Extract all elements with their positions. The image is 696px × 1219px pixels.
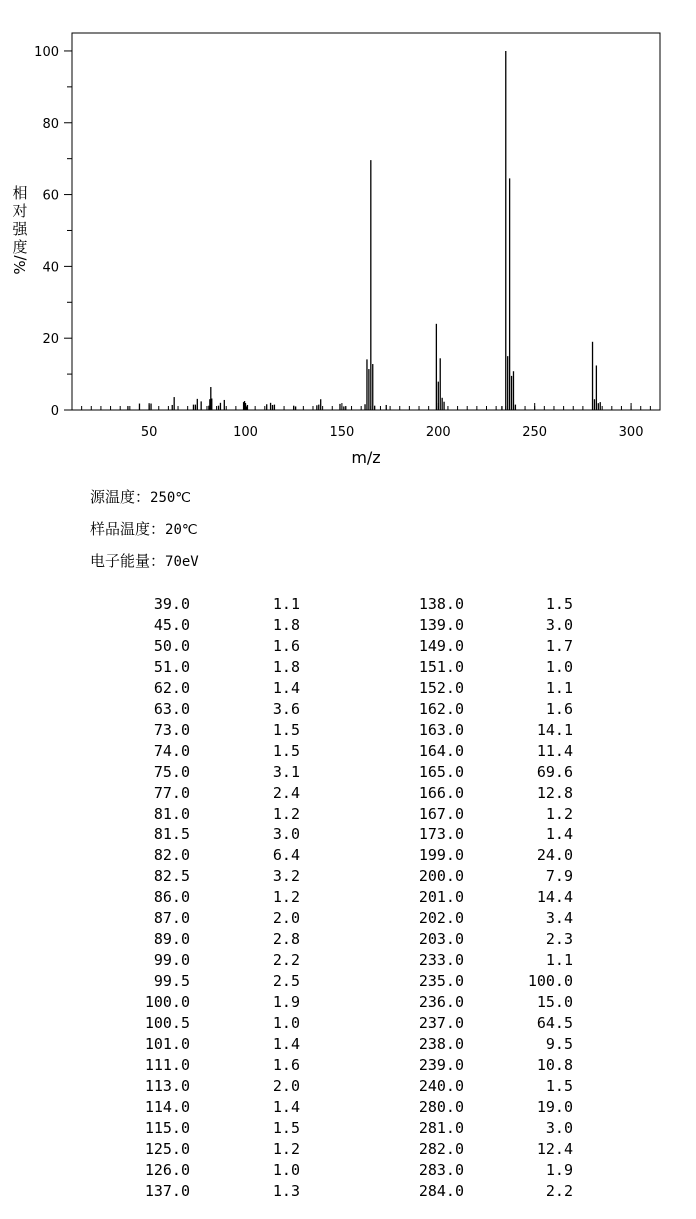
table-row	[0, 1139, 696, 1160]
x-tick-label: 300	[618, 425, 644, 440]
mz-cell: 63.0	[153, 699, 190, 718]
intensity-cell: 12.4	[536, 1139, 573, 1158]
table-row	[0, 1181, 696, 1202]
source-temperature	[90, 486, 191, 507]
intensity-cell: 2.2	[545, 1181, 573, 1200]
mz-cell: 138.0	[418, 595, 464, 613]
mz-cell: 50.0	[153, 636, 190, 655]
peak-bars	[128, 51, 600, 410]
mz-cell: 82.5	[153, 867, 190, 886]
intensity-cell: 2.3	[545, 930, 573, 949]
mz-cell: 113.0	[144, 1076, 190, 1095]
intensity-cell: 1.2	[545, 804, 573, 823]
intensity-cell: 11.4	[536, 741, 573, 760]
intensity-cell: 2.5	[272, 972, 300, 991]
table-row	[0, 594, 696, 615]
y-axis-title-char: 对	[12, 202, 28, 220]
mz-cell: 202.0	[418, 909, 464, 928]
mz-cell: 87.0	[153, 909, 190, 928]
condition-label: 电子能量：	[90, 552, 166, 570]
x-tick-label: 250	[522, 425, 548, 440]
y-axis-title	[11, 184, 29, 275]
intensity-cell: 1.5	[272, 741, 300, 760]
intensity-cell: 14.1	[536, 720, 573, 739]
intensity-cell: 14.4	[536, 888, 573, 907]
x-tick-label: 200	[425, 425, 451, 440]
mz-cell: 166.0	[418, 783, 464, 802]
intensity-cell: 1.4	[272, 1035, 300, 1054]
mz-cell: 126.0	[144, 1160, 190, 1179]
intensity-cell: 1.6	[545, 699, 573, 718]
intensity-cell: 1.5	[272, 1118, 300, 1137]
table-row	[0, 866, 696, 887]
condition-label: 源温度：	[90, 488, 151, 506]
intensity-cell: 7.9	[545, 867, 573, 886]
mz-cell: 162.0	[418, 699, 464, 718]
table-row	[0, 741, 696, 762]
table-row	[0, 615, 696, 636]
electron-energy	[90, 550, 199, 571]
mass-spectrum-chart	[0, 0, 696, 480]
mz-cell: 75.0	[153, 762, 190, 781]
mz-cell: 89.0	[153, 930, 190, 949]
intensity-cell: 12.8	[536, 783, 573, 802]
mz-cell: 240.0	[418, 1076, 464, 1095]
intensity-cell: 1.0	[545, 657, 573, 676]
y-tick-label: 20	[42, 332, 59, 348]
intensity-cell: 3.0	[545, 615, 573, 634]
x-tick-label: 150	[329, 425, 355, 440]
table-row	[0, 783, 696, 804]
mz-cell: 99.0	[153, 951, 190, 970]
mz-cell: 45.0	[153, 615, 190, 634]
mz-cell: 39.0	[153, 595, 190, 613]
intensity-cell: 1.5	[545, 1076, 573, 1095]
intensity-cell: 2.4	[272, 783, 300, 802]
mz-cell: 151.0	[418, 657, 464, 676]
intensity-cell: 9.5	[545, 1035, 573, 1054]
intensity-cell: 100.0	[527, 972, 573, 991]
intensity-cell: 3.4	[545, 909, 573, 928]
mz-cell: 152.0	[418, 678, 464, 697]
mz-cell: 280.0	[418, 1097, 464, 1116]
intensity-cell: 64.5	[536, 1014, 573, 1033]
table-row	[0, 1097, 696, 1118]
intensity-cell: 3.1	[272, 762, 300, 781]
table-row	[0, 1034, 696, 1055]
intensity-cell: 1.4	[545, 825, 573, 844]
intensity-cell: 69.6	[536, 762, 573, 781]
intensity-cell: 1.4	[272, 1097, 300, 1116]
mz-cell: 173.0	[418, 825, 464, 844]
condition-value: 70eV	[165, 554, 199, 570]
mz-cell: 281.0	[418, 1118, 464, 1137]
table-row	[0, 929, 696, 950]
mz-cell: 239.0	[418, 1055, 464, 1074]
y-axis-title-char: %/	[11, 255, 29, 275]
table-row	[0, 1118, 696, 1139]
mz-cell: 149.0	[418, 636, 464, 655]
intensity-cell: 1.1	[272, 595, 300, 613]
mz-cell: 238.0	[418, 1035, 464, 1054]
mz-cell: 237.0	[418, 1014, 464, 1033]
intensity-cell: 2.0	[272, 1076, 300, 1095]
y-tick-label: 100	[34, 44, 59, 60]
intensity-cell: 2.2	[272, 951, 300, 970]
intensity-cell: 1.1	[545, 951, 573, 970]
mz-cell: 137.0	[144, 1181, 190, 1200]
intensity-cell: 1.8	[272, 615, 300, 634]
mz-cell: 200.0	[418, 867, 464, 886]
intensity-cell: 1.6	[272, 1055, 300, 1074]
x-tick-label: 100	[233, 425, 258, 440]
intensity-cell: 1.0	[272, 1014, 300, 1033]
intensity-cell: 1.8	[272, 657, 300, 676]
mz-cell: 82.0	[153, 846, 190, 865]
table-row	[0, 1160, 696, 1181]
intensity-cell: 1.3	[272, 1181, 300, 1200]
mz-cell: 165.0	[418, 762, 464, 781]
condition-value: 20℃	[165, 522, 198, 538]
mz-cell: 164.0	[418, 741, 464, 760]
y-tick-label: 40	[42, 260, 59, 276]
y-axis-title-char: 相	[12, 184, 28, 202]
intensity-cell: 1.2	[272, 888, 300, 907]
intensity-cell: 3.6	[272, 699, 300, 718]
intensity-cell: 3.2	[272, 867, 300, 886]
mz-cell: 77.0	[153, 783, 190, 802]
table-row	[0, 762, 696, 783]
condition-value: 250℃	[150, 490, 192, 506]
mz-cell: 167.0	[418, 804, 464, 823]
intensity-cell: 1.1	[545, 678, 573, 697]
mz-cell: 62.0	[153, 678, 190, 697]
intensity-cell: 1.4	[272, 678, 300, 697]
mz-cell: 74.0	[153, 741, 190, 760]
y-axis-title-char: 度	[12, 238, 28, 256]
table-row	[0, 950, 696, 971]
table-row	[0, 678, 696, 699]
mz-cell: 100.0	[144, 993, 190, 1012]
intensity-cell: 3.0	[545, 1118, 573, 1137]
mz-cell: 163.0	[418, 720, 464, 739]
mz-cell: 111.0	[144, 1055, 190, 1074]
peak-table	[0, 594, 696, 1202]
y-axis-ticks	[34, 45, 72, 419]
intensity-cell: 1.5	[272, 720, 300, 739]
mz-cell: 139.0	[418, 615, 464, 634]
intensity-cell: 1.6	[272, 636, 300, 655]
intensity-cell: 19.0	[536, 1097, 573, 1116]
y-tick-label: 0	[50, 404, 59, 419]
table-row	[0, 1076, 696, 1097]
y-axis-title-char: 强	[12, 220, 28, 238]
table-row	[0, 804, 696, 825]
mz-cell: 81.5	[153, 825, 190, 844]
intensity-cell: 2.8	[272, 930, 300, 949]
table-row	[0, 657, 696, 678]
table-row	[0, 992, 696, 1013]
mz-cell: 233.0	[418, 951, 464, 970]
table-row	[0, 845, 696, 866]
intensity-cell: 6.4	[272, 846, 300, 865]
intensity-cell: 3.0	[272, 825, 300, 844]
mz-cell: 199.0	[418, 846, 464, 865]
y-tick-label: 80	[42, 116, 59, 132]
mz-cell: 125.0	[144, 1139, 190, 1158]
table-row	[0, 1055, 696, 1076]
intensity-cell: 1.2	[272, 1139, 300, 1158]
table-row	[0, 699, 696, 720]
x-minor-ticks	[82, 406, 651, 410]
table-row	[0, 720, 696, 741]
intensity-cell: 24.0	[536, 846, 573, 865]
intensity-cell: 2.0	[272, 909, 300, 928]
table-row	[0, 887, 696, 908]
table-row	[0, 971, 696, 992]
condition-label: 样品温度：	[90, 520, 166, 538]
intensity-cell: 1.9	[272, 993, 300, 1012]
mz-cell: 99.5	[153, 972, 190, 991]
mz-cell: 73.0	[153, 720, 190, 739]
mz-cell: 114.0	[144, 1097, 190, 1116]
intensity-cell: 15.0	[536, 993, 573, 1012]
mz-cell: 284.0	[418, 1181, 464, 1200]
mz-cell: 51.0	[153, 657, 190, 676]
plot-frame	[72, 33, 660, 410]
mz-cell: 236.0	[418, 993, 464, 1012]
x-tick-label: 50	[140, 425, 158, 440]
mz-cell: 282.0	[418, 1139, 464, 1158]
mz-cell: 101.0	[144, 1035, 190, 1054]
mz-cell: 235.0	[418, 972, 464, 991]
intensity-cell: 1.2	[272, 804, 300, 823]
mz-cell: 283.0	[418, 1160, 464, 1179]
table-row	[0, 636, 696, 657]
table-row	[0, 1013, 696, 1034]
intensity-cell: 10.8	[536, 1055, 573, 1074]
mz-cell: 100.5	[144, 1014, 190, 1033]
intensity-cell: 1.9	[545, 1160, 573, 1179]
table-row	[0, 824, 696, 845]
intensity-cell: 1.7	[545, 636, 573, 655]
intensity-cell: 1.5	[545, 595, 573, 613]
mz-cell: 201.0	[418, 888, 464, 907]
mz-cell: 115.0	[144, 1118, 190, 1137]
mz-cell: 203.0	[418, 930, 464, 949]
y-tick-label: 60	[42, 188, 59, 204]
x-axis-title: m/z	[351, 448, 381, 467]
mz-cell: 86.0	[153, 888, 190, 907]
table-row	[0, 908, 696, 929]
intensity-cell: 1.0	[272, 1160, 300, 1179]
sample-temperature	[90, 518, 198, 539]
mz-cell: 81.0	[153, 804, 190, 823]
